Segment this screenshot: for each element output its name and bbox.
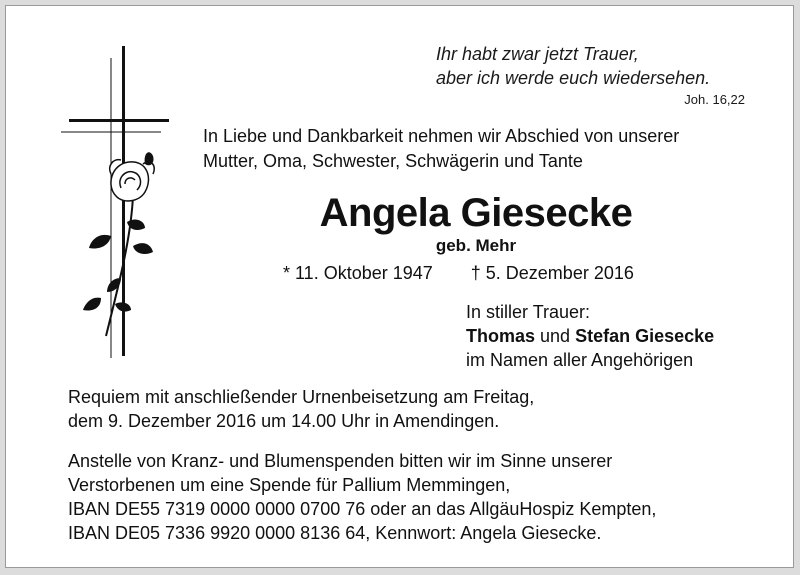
donation-line-3: IBAN DE55 7319 0000 0000 0700 76 oder an das AllgäuHospiz Kempten,	[68, 499, 657, 519]
mourners-heading: In stiller Trauer:	[466, 302, 591, 322]
quote-reference: Joh. 16,22	[684, 92, 745, 107]
mourner-name-1: Thomas	[466, 326, 536, 346]
mourner-name-2: Stefan Giesecke	[575, 326, 715, 346]
service-line-1: Requiem mit anschließender Urnenbeisetzung am Freitag,	[68, 387, 535, 407]
birth-name: geb. Mehr	[435, 236, 517, 255]
donation-line-1: Anstelle von Kranz- und Blumenspenden bitten wir im Sinne unserer	[68, 451, 613, 471]
mourners-block	[466, 300, 714, 372]
mourners-names	[466, 324, 714, 348]
mourners-closing: im Namen aller Angehörigen	[466, 350, 694, 370]
birth-date: * 11. Oktober 1947	[283, 263, 433, 283]
obituary-card	[5, 5, 794, 568]
intro-text	[203, 124, 679, 174]
intro-line-1: In Liebe und Dankbarkeit nehmen wir Abschied von unserer	[203, 126, 680, 146]
mourner-connector: und	[540, 326, 571, 346]
bible-quote	[436, 42, 710, 90]
deceased-name: Angela Giesecke	[319, 191, 633, 235]
quote-line-2: aber ich werde euch wiedersehen.	[436, 68, 711, 88]
life-dates	[283, 263, 634, 284]
donation-line-2: Verstorbenen um eine Spende für Pallium Memmingen,	[68, 475, 511, 495]
donation-line-4: IBAN DE05 7336 9920 0000 8136 64, Kennwort: Angela Giesecke.	[68, 523, 602, 543]
service-line-2: dem 9. Dezember 2016 um 14.00 Uhr in Amendingen.	[68, 411, 500, 431]
quote-line-1: Ihr habt zwar jetzt Trauer,	[436, 44, 639, 64]
death-date: † 5. Dezember 2016	[470, 263, 634, 283]
service-info	[68, 385, 534, 433]
intro-line-2: Mutter, Oma, Schwester, Schwägerin und Tante	[203, 151, 583, 171]
donation-info	[68, 449, 656, 545]
